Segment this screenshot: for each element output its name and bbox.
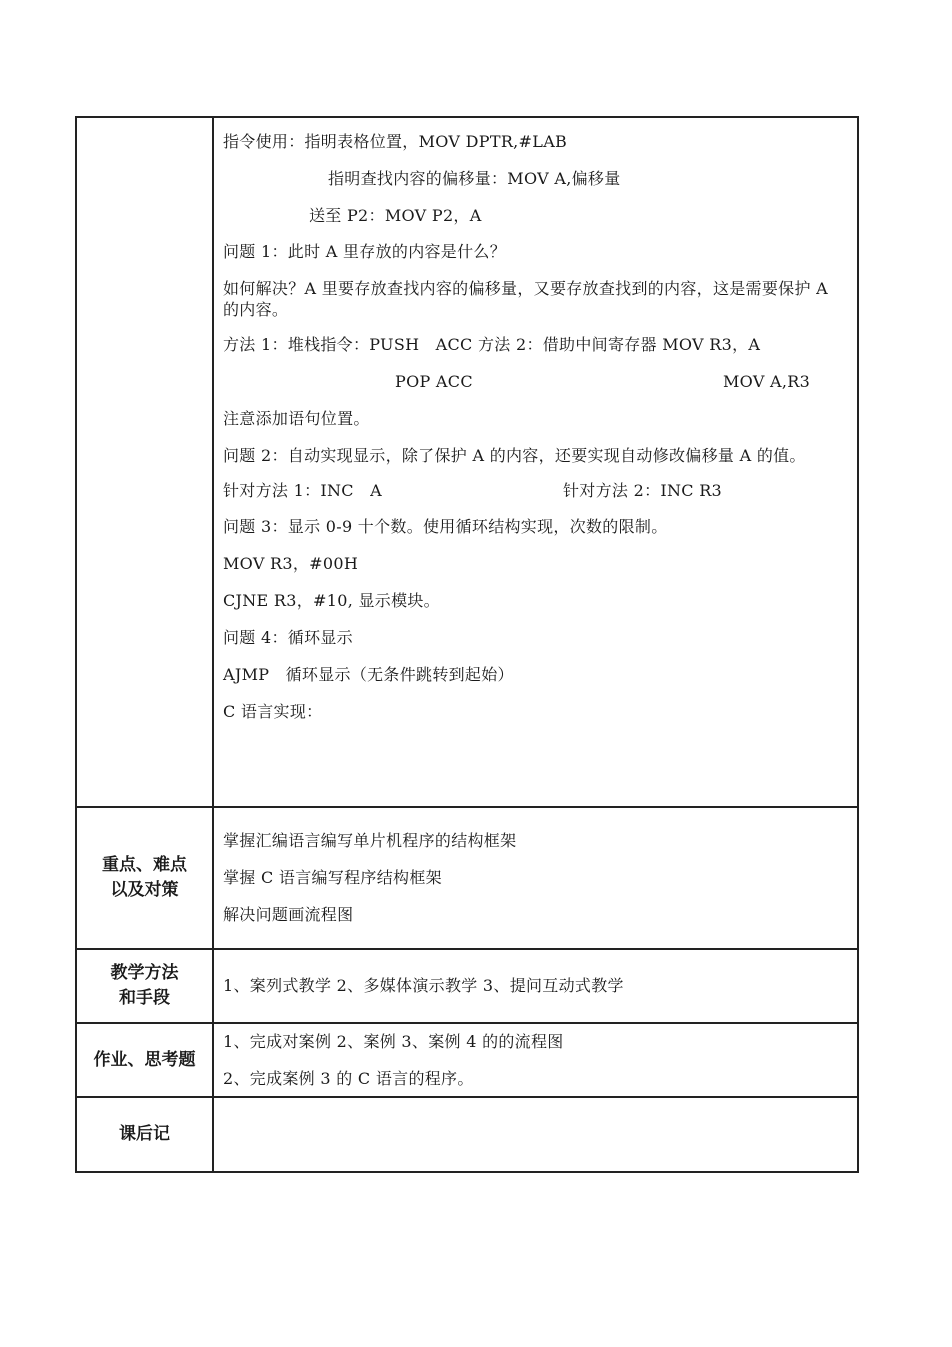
content-line: 如何解决？A 里要存放查找内容的偏移量，又要存放查找到的内容，这是需要保护 A 的内容。	[223, 279, 828, 319]
pop-mov-line	[223, 372, 849, 392]
key-points-content	[213, 807, 858, 949]
content-line: 针对方法 1：INC A	[223, 481, 382, 500]
key-point-item: 解决问题画流程图	[223, 905, 354, 924]
key-points-label-line: 重点、难点	[102, 855, 187, 875]
content-line: 问题 1：此时 A 里存放的内容是什么？	[223, 242, 506, 261]
content-line: POP ACC	[395, 372, 473, 391]
teaching-process-row	[76, 117, 858, 807]
content-line: 指令使用：指明表格位置，MOV DPTR,#LAB	[223, 132, 568, 151]
methods-content	[213, 949, 858, 1023]
content-line: 方法 1：堆栈指令：PUSH ACC 方法 2：借助中间寄存器 MOV R3，A	[223, 335, 761, 354]
afterword-label: 课后记	[76, 1097, 213, 1172]
homework-row	[76, 1023, 858, 1097]
content-line: MOV R3，#00H	[223, 554, 359, 573]
homework-content	[213, 1023, 858, 1097]
methods-label	[76, 949, 213, 1023]
key-point-item: 掌握汇编语言编写单片机程序的结构框架	[223, 831, 517, 850]
homework-label: 作业、思考题	[76, 1023, 213, 1097]
key-point-item: 掌握 C 语言编写程序结构框架	[223, 868, 442, 887]
key-points-label	[76, 807, 213, 949]
content-line: MOV A,R3	[723, 372, 811, 391]
content-line: 问题 2：自动实现显示，除了保护 A 的内容，还要实现自动修改偏移量 A 的值。	[223, 446, 806, 465]
content-line: 注意添加语句位置。	[223, 409, 370, 428]
teaching-process-content	[213, 117, 858, 807]
methods-row	[76, 949, 858, 1023]
empty-label-cell	[76, 117, 213, 807]
key-points-label-line: 以及对策	[110, 880, 179, 900]
content-line: C 语言实现：	[223, 702, 323, 721]
content-line: 送至 P2：MOV P2，A	[309, 206, 482, 225]
methods-label-line: 和手段	[119, 988, 170, 1008]
content-line: CJNE R3，#10, 显示模块。	[223, 591, 440, 610]
content-line: AJMP 循环显示（无条件跳转到起始）	[223, 665, 514, 684]
content-line: 针对方法 2：INC R3	[563, 481, 723, 500]
key-points-row	[76, 807, 858, 949]
content-line: 问题 3：显示 0-9 十个数。使用循环结构实现，次数的限制。	[223, 517, 668, 536]
afterword-row	[76, 1097, 858, 1172]
methods-text: 1、案列式教学 2、多媒体演示教学 3、提问互动式教学	[223, 976, 624, 995]
content-line: 指明查找内容的偏移量：MOV A,偏移量	[328, 169, 621, 188]
inc-line	[223, 481, 849, 501]
lesson-plan-table	[75, 116, 859, 1173]
content-line: 问题 4：循环显示	[223, 628, 353, 647]
afterword-content	[213, 1097, 858, 1172]
methods-label-line: 教学方法	[110, 963, 179, 983]
homework-item: 2、完成案例 3 的 C 语言的程序。	[223, 1068, 474, 1088]
homework-item: 1、完成对案例 2、案例 3、案例 4 的的流程图	[223, 1031, 564, 1051]
